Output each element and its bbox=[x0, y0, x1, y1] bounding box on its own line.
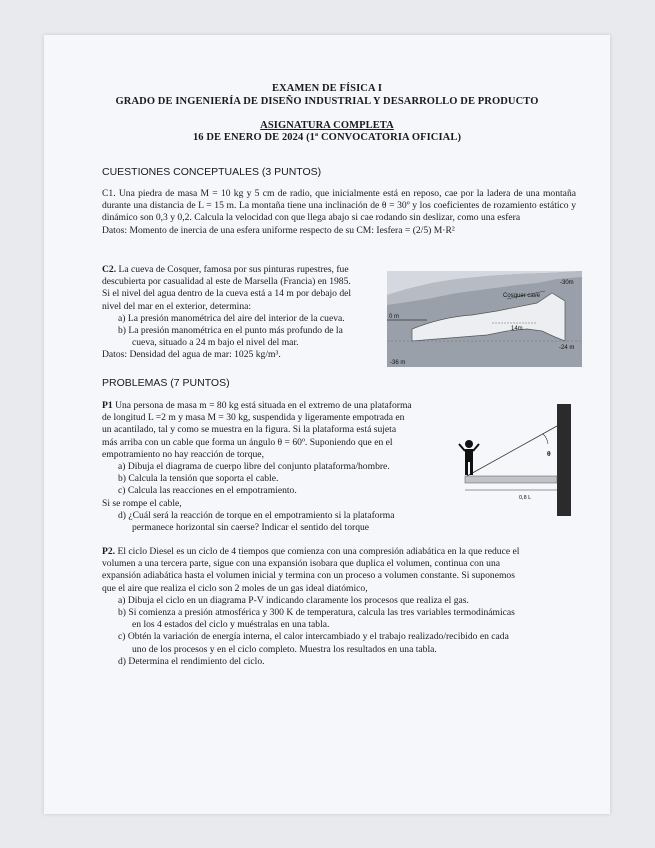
exam-title: EXAMEN DE FÍSICA I bbox=[271, 83, 383, 94]
p1-break: Si se rompe el cable, bbox=[102, 497, 182, 509]
c2-label: C2. bbox=[102, 264, 117, 275]
p1-line-4: más arriba con un cable que forma un ángulo θ = 60º. Suponiendo que en el bbox=[102, 436, 393, 448]
c2-item-b: b) La presión manométrica en el punto más profundo de la bbox=[118, 325, 343, 337]
exam-date: 16 DE ENERO DE 2024 (1ª CONVOCATORIA OFICIAL) bbox=[192, 132, 462, 143]
question-c2 bbox=[102, 264, 384, 362]
problems-heading: PROBLEMAS (7 PUNTOS) bbox=[102, 377, 230, 389]
p2-item-c: c) Obtén la variación de energía interna, el calor intercambiado y el trabajo realizado/recibido en cada bbox=[118, 631, 509, 643]
c2-data: Datos: Densidad del agua de mar: 1025 kg/m³. bbox=[102, 349, 281, 361]
p1-item-a: a) Dibuja el diagrama de cuerpo libre del conjunto plataforma/hombre. bbox=[118, 461, 390, 473]
c2-line-3: Si el nivel del agua dentro de la cueva está a 14 m por debajo del bbox=[102, 288, 352, 300]
cave-label-left: -36 m bbox=[390, 360, 406, 366]
degree-title: GRADO DE INGENIERÍA DE DISEÑO INDUSTRIAL Y DESARROLLO DE PRODUCTO bbox=[115, 96, 539, 107]
p1-item-b: b) Calcula la tensión que soporta el cable. bbox=[118, 473, 279, 485]
p1-item-d: d) ¿Cuál será la reacción de torque en el empotramiento si la plataforma bbox=[118, 509, 395, 521]
problem-p2 bbox=[102, 546, 576, 668]
length-label: 0,8 L bbox=[519, 495, 532, 501]
c2-line-2: descubierta por casualidad al este de Marsella (Francia) en 1985. bbox=[102, 276, 351, 288]
p2-line-2: volumen a una tercera parte, sigue con una expansión isobara que duplica el volumen, continua con una bbox=[102, 558, 501, 570]
cave-label-top: -30m bbox=[560, 280, 574, 286]
problem-p1 bbox=[102, 400, 464, 534]
c2-line-1: La cueva de Cosquer, famosa por sus pinturas rupestres, fue bbox=[118, 264, 349, 275]
p2-line-4: que el aire que realiza el ciclo son 2 moles de un gas ideal diatómico, bbox=[102, 582, 368, 594]
p1-line-2: de longitud L =2 m y masa M = 30 kg, suspendida y ligeramente empotrada en bbox=[102, 412, 405, 424]
p1-line-3: un acantilado, tal y como se muestra en la figura. Si la plataforma está sujeta bbox=[102, 424, 397, 436]
p2-item-a: a) Dibuja el ciclo en un diagrama P-V indicando claramente los procesos que realiza el gas. bbox=[118, 594, 469, 606]
cave-diagram bbox=[387, 271, 582, 367]
c1-label: C1. bbox=[102, 188, 116, 199]
c1-data: Datos: Momento de inercia de una esfera uniforme respecto de su CM: Iesfera = (2/5) M·R² bbox=[102, 224, 455, 236]
p1-label: P1 bbox=[102, 400, 113, 411]
subject-title: ASIGNATURA COMPLETA bbox=[260, 120, 394, 131]
p2-item-c-cont: uno de los procesos y en el ciclo completo. Muestra los resultados en una tabla. bbox=[132, 643, 437, 655]
cave-label-name: Cosquer cave bbox=[503, 293, 541, 299]
c2-item-b-cont: cueva, situado a 24 m bajo el nivel del mar. bbox=[132, 337, 299, 349]
p1-item-d-cont: permanece horizontal sin caerse? Indicar el sentido del torque bbox=[132, 522, 370, 534]
cave-label-deep: -24 m bbox=[559, 345, 575, 351]
p1-item-c: c) Calcula las reacciones en el empotramiento. bbox=[118, 485, 297, 497]
c2-item-a: a) La presión manométrica del aire del interior de la cueva. bbox=[118, 312, 345, 324]
platform-diagram bbox=[449, 404, 575, 516]
p2-item-b: b) Si comienza a presión atmosférica y 300 K de temperatura, calcula las tres variables termodinámicas bbox=[118, 607, 515, 619]
angle-label: θ bbox=[547, 450, 551, 458]
cave-label-zero: 0 m bbox=[389, 314, 400, 320]
p2-line-1: El ciclo Diesel es un ciclo de 4 tiempos que comienza con una compresión adiabática en la que reduce el bbox=[117, 546, 520, 557]
cave-label-mid: 14m bbox=[511, 326, 523, 332]
p1-line-5: empotramiento no hay reacción de torque, bbox=[102, 448, 264, 460]
p2-item-b-cont: en los 4 estados del ciclo y muéstralas en una tabla. bbox=[132, 619, 330, 631]
p2-label: P2. bbox=[102, 546, 116, 557]
c1-text: Una piedra de masa M = 10 kg y 5 cm de radio, que inicialmente está en reposo, cae por la ladera de una montaña durante una distancia de L = 15 m. La montaña tiene una inclinación de θ = 30º y los coeficientes de rozamiento estático y dinámico son 0,3 y 0,2. Calcula la velocidad con que llega abajo si cae rodando sin deslizar, como una esfera bbox=[102, 188, 576, 224]
p2-item-d: d) Determina el rendimiento del ciclo. bbox=[118, 655, 265, 667]
question-c1 bbox=[102, 188, 576, 237]
p1-line-1: Una persona de masa m = 80 kg está situada en el extremo de una plataforma bbox=[115, 400, 412, 411]
c2-line-4: nivel del mar en el exterior, determina: bbox=[102, 300, 252, 312]
p2-line-3: expansión adiabática hasta el volumen inicial y termina con un proceso a volumen constante. Si suponemos bbox=[102, 570, 515, 582]
conceptual-heading: CUESTIONES CONCEPTUALES (3 PUNTOS) bbox=[102, 166, 322, 178]
exam-page bbox=[44, 35, 610, 814]
